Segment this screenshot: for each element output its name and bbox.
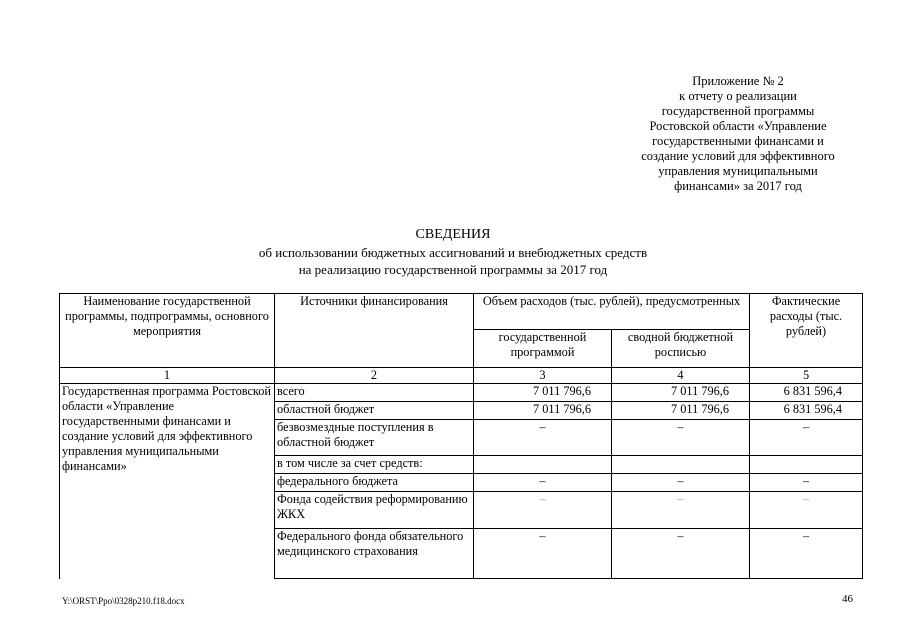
actual-value bbox=[750, 456, 863, 474]
schedule-value: – bbox=[612, 420, 750, 456]
column-number: 4 bbox=[612, 368, 750, 384]
plan-value: 7 011 796,6 bbox=[474, 402, 612, 420]
appendix-note bbox=[600, 74, 876, 194]
program-name-cell: Государственная программа Ростовской области «Управление государственными финансами и создание условий для эффективного управления муниципальными финансами» bbox=[60, 384, 275, 579]
appendix-line: государственными финансами и bbox=[652, 134, 824, 148]
schedule-value: – bbox=[612, 474, 750, 492]
plan-value bbox=[474, 456, 612, 474]
table-row bbox=[60, 384, 863, 402]
header-row bbox=[60, 294, 863, 330]
appendix-line: Приложение № 2 bbox=[692, 74, 784, 88]
page-number: 46 bbox=[842, 593, 853, 605]
source-cell: федерального бюджета bbox=[275, 474, 474, 492]
schedule-value: 7 011 796,6 bbox=[612, 384, 750, 402]
document-subtitle-line-1: об использовании бюджетных ассигнований и внебюджетных средств bbox=[258, 245, 648, 260]
expenditure-table bbox=[59, 293, 863, 579]
document-title: СВЕДЕНИЯ bbox=[415, 227, 491, 242]
source-cell: Фонда содействия реформированию ЖКХ bbox=[275, 492, 474, 529]
document-subtitle-line-2: на реализацию государственной программы за 2017 год bbox=[298, 262, 608, 277]
source-cell: безвозмездные поступления в областной бюджет bbox=[275, 420, 474, 456]
source-cell: в том числе за счет средств: bbox=[275, 456, 474, 474]
source-cell: Федерального фонда обязательного медицинского страхования bbox=[275, 529, 474, 579]
plan-value: 7 011 796,6 bbox=[474, 384, 612, 402]
appendix-line: управления муниципальными bbox=[658, 164, 818, 178]
appendix-line: к отчету о реализации bbox=[679, 89, 797, 103]
header-by-budget-schedule: сводной бюджетной росписью bbox=[612, 330, 750, 368]
schedule-value bbox=[612, 456, 750, 474]
actual-value: 6 831 596,4 bbox=[750, 384, 863, 402]
header-expense-volume: Объем расходов (тыс. рублей), предусмотренных bbox=[474, 294, 750, 330]
column-number-row bbox=[60, 368, 863, 384]
actual-value: – bbox=[750, 420, 863, 456]
header-funding-source: Источники финансирования bbox=[275, 294, 474, 368]
plan-value: – bbox=[474, 420, 612, 456]
plan-value: – bbox=[474, 474, 612, 492]
column-number: 1 bbox=[60, 368, 275, 384]
plan-value: – bbox=[474, 529, 612, 579]
source-cell: областной бюджет bbox=[275, 402, 474, 420]
actual-value: – bbox=[750, 492, 863, 529]
column-number: 5 bbox=[750, 368, 863, 384]
appendix-line: государственной программы bbox=[661, 104, 815, 118]
actual-value: – bbox=[750, 529, 863, 579]
actual-value: – bbox=[750, 474, 863, 492]
column-number: 2 bbox=[275, 368, 474, 384]
actual-value: 6 831 596,4 bbox=[750, 402, 863, 420]
header-program-name: Наименование государственной программы, подпрограммы, основного мероприятия bbox=[60, 294, 275, 368]
schedule-value: 7 011 796,6 bbox=[612, 402, 750, 420]
plan-value: – bbox=[474, 492, 612, 529]
header-actual-expenses: Фактические расходы (тыс. рублей) bbox=[750, 294, 863, 368]
appendix-line: создание условий для эффективного bbox=[641, 149, 835, 163]
schedule-value: – bbox=[612, 529, 750, 579]
header-by-program: государственной программой bbox=[474, 330, 612, 368]
file-path-footer: Y:\ORST\Ppo\0328p210.f18.docx bbox=[62, 596, 185, 606]
appendix-line: Ростовской области «Управление bbox=[649, 119, 827, 133]
schedule-value: – bbox=[612, 492, 750, 529]
column-number: 3 bbox=[474, 368, 612, 384]
source-cell: всего bbox=[275, 384, 474, 402]
appendix-line: финансами» за 2017 год bbox=[674, 179, 802, 193]
